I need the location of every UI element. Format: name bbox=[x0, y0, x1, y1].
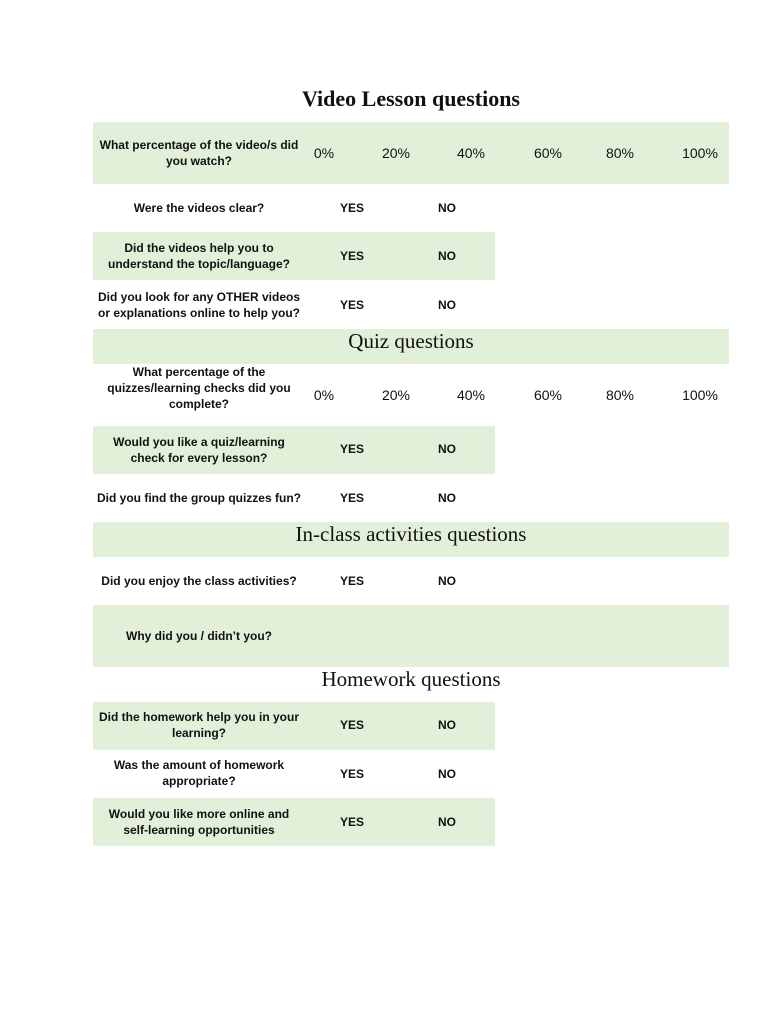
yes-option[interactable]: YES bbox=[339, 718, 364, 732]
no-option[interactable]: NO bbox=[438, 298, 456, 312]
question-group-quizzes-fun: Did you find the group quizzes fun? bbox=[97, 491, 301, 505]
homework-section-heading: Homework questions bbox=[321, 667, 501, 691]
question-online-learning: Would you like more online and self-learning opportunities bbox=[108, 807, 290, 837]
option-20-percent[interactable]: 20% bbox=[381, 387, 411, 403]
yes-option[interactable]: YES bbox=[339, 491, 364, 505]
option-40-percent[interactable]: 40% bbox=[456, 387, 486, 403]
question-other-videos: Did you look for any OTHER videos or explanations online to help you? bbox=[97, 290, 301, 320]
yes-option[interactable]: YES bbox=[339, 298, 364, 312]
option-60-percent[interactable]: 60% bbox=[533, 387, 563, 403]
question-video-percentage: What percentage of the video/s did you watch? bbox=[99, 138, 299, 168]
option-80-percent[interactable]: 80% bbox=[605, 145, 635, 161]
no-option[interactable]: NO bbox=[438, 767, 456, 781]
yes-option[interactable]: YES bbox=[339, 442, 364, 456]
question-quiz-percentage: What percentage of the quizzes/learning checks did you complete? bbox=[107, 365, 291, 411]
question-quiz-every-lesson: Would you like a quiz/learning check for every lesson? bbox=[113, 435, 285, 465]
no-option[interactable]: NO bbox=[438, 574, 456, 588]
option-100-percent[interactable]: 100% bbox=[682, 145, 718, 161]
question-homework-help: Did the homework help you in your learning? bbox=[98, 710, 299, 740]
yes-option[interactable]: YES bbox=[339, 815, 364, 829]
no-option[interactable]: NO bbox=[438, 249, 456, 263]
question-enjoy-activities: Did you enjoy the class activities? bbox=[101, 574, 297, 588]
page-title: Video Lesson questions bbox=[301, 86, 520, 111]
quiz-section-heading: Quiz questions bbox=[348, 329, 474, 353]
yes-option[interactable]: YES bbox=[339, 201, 364, 215]
no-option[interactable]: NO bbox=[438, 442, 456, 456]
option-0-percent[interactable]: 0% bbox=[313, 145, 335, 161]
option-40-percent[interactable]: 40% bbox=[456, 145, 486, 161]
option-60-percent[interactable]: 60% bbox=[533, 145, 563, 161]
question-videos-clear: Were the videos clear? bbox=[133, 201, 265, 215]
no-option[interactable]: NO bbox=[438, 815, 456, 829]
option-0-percent[interactable]: 0% bbox=[313, 387, 335, 403]
question-why: Why did you / didn’t you? bbox=[126, 629, 272, 643]
option-80-percent[interactable]: 80% bbox=[605, 387, 635, 403]
option-100-percent[interactable]: 100% bbox=[682, 387, 718, 403]
yes-option[interactable]: YES bbox=[339, 249, 364, 263]
option-20-percent[interactable]: 20% bbox=[381, 145, 411, 161]
no-option[interactable]: NO bbox=[438, 491, 456, 505]
inclass-section-heading: In-class activities questions bbox=[295, 522, 527, 546]
no-option[interactable]: NO bbox=[438, 718, 456, 732]
question-videos-help: Did the videos help you to understand the topic/language? bbox=[107, 241, 290, 271]
question-homework-amount: Was the amount of homework appropriate? bbox=[113, 758, 285, 788]
yes-option[interactable]: YES bbox=[339, 767, 364, 781]
yes-option[interactable]: YES bbox=[339, 574, 364, 588]
no-option[interactable]: NO bbox=[438, 201, 456, 215]
